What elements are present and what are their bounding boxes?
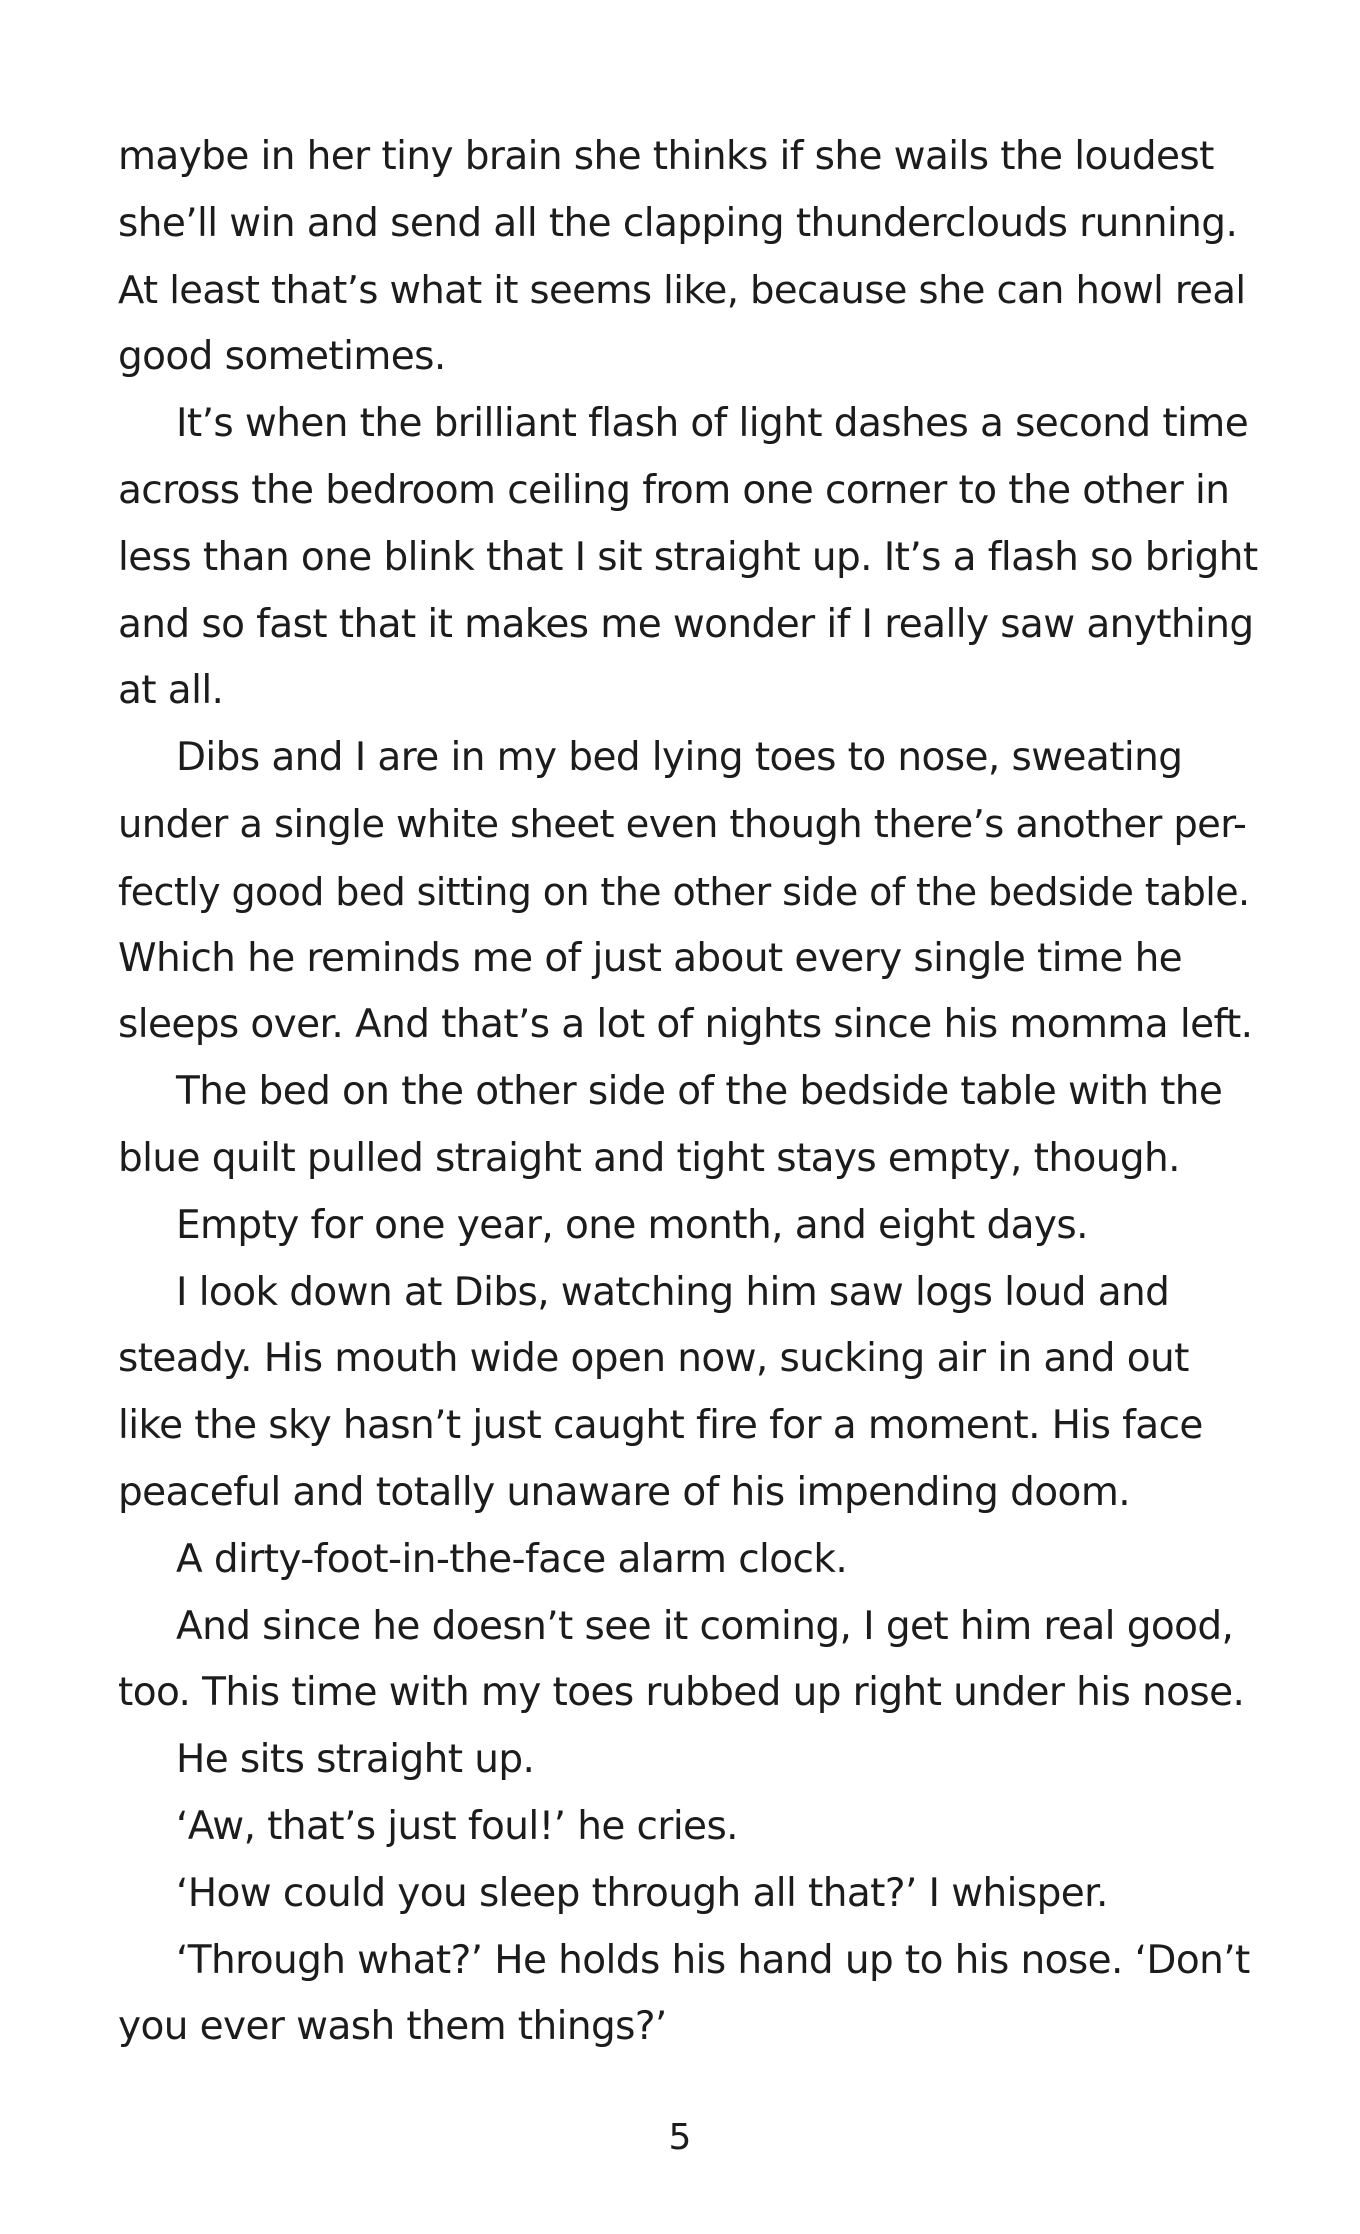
text-line: ‘How could you sleep through all that?’ I whisper. (176, 1870, 1108, 1916)
text-line: at all. (118, 668, 224, 714)
text-line: and so fast that it makes me wonder if I really saw anything (118, 601, 1254, 647)
text-line: A dirty-foot-in-the-face alarm clock. (176, 1536, 848, 1582)
body-text (118, 124, 1258, 2061)
text-line: The bed on the other side of the bedside table with the (176, 1069, 1223, 1115)
text-line: fectly good bed sitting on the other side of the bedside table. (118, 869, 1250, 914)
text-line: sleeps over. And that’s a lot of nights since his momma left. (118, 1002, 1253, 1048)
text-line: And since he doesn’t see it coming, I get him real good, (176, 1603, 1234, 1649)
text-line: peaceful and totally unaware of his impending doom. (118, 1469, 1131, 1515)
text-line: ‘Aw, that’s just foul!’ he cries. (176, 1803, 738, 1849)
page-number: 5 (668, 2117, 692, 2158)
text-line: like the sky hasn’t just caught fire for a moment. His face (118, 1403, 1203, 1449)
text-line: across the bedroom ceiling from one corner to the other in (118, 467, 1230, 513)
text-line: He sits straight up. (176, 1737, 535, 1783)
text-line: maybe in her tiny brain she thinks if she wails the loudest (118, 134, 1214, 179)
text-line: under a single white sheet even though there’s another per- (118, 801, 1247, 847)
text-line: Dibs and I are in my bed lying toes to nose, sweating (176, 735, 1183, 781)
text-line: ‘Through what?’ He holds his hand up to his nose. ‘Don’t (176, 1937, 1250, 1983)
text-line: you ever wash them things?’ (118, 2004, 667, 2050)
text-line: blue quilt pulled straight and tight stays empty, though. (118, 1135, 1180, 1181)
text-line: At least that’s what it seems like, because she can howl real (118, 267, 1246, 313)
text-line: good sometimes. (118, 334, 446, 380)
text-line: Which he reminds me of just about every single time he (118, 935, 1183, 981)
text-line: Empty for one year, one month, and eight days. (176, 1202, 1088, 1248)
text-line: steady. His mouth wide open now, sucking air in and out (118, 1336, 1189, 1382)
text-line: It’s when the brilliant flash of light dashes a second time (176, 401, 1249, 447)
text-line: I look down at Dibs, watching him saw logs loud and (176, 1269, 1170, 1315)
text-line: she’ll win and send all the clapping thunderclouds running. (118, 200, 1238, 246)
text-line: too. This time with my toes rubbed up right under his nose. (118, 1670, 1245, 1716)
text-line: less than one blink that I sit straight up. It’s a flash so bright (118, 534, 1258, 580)
